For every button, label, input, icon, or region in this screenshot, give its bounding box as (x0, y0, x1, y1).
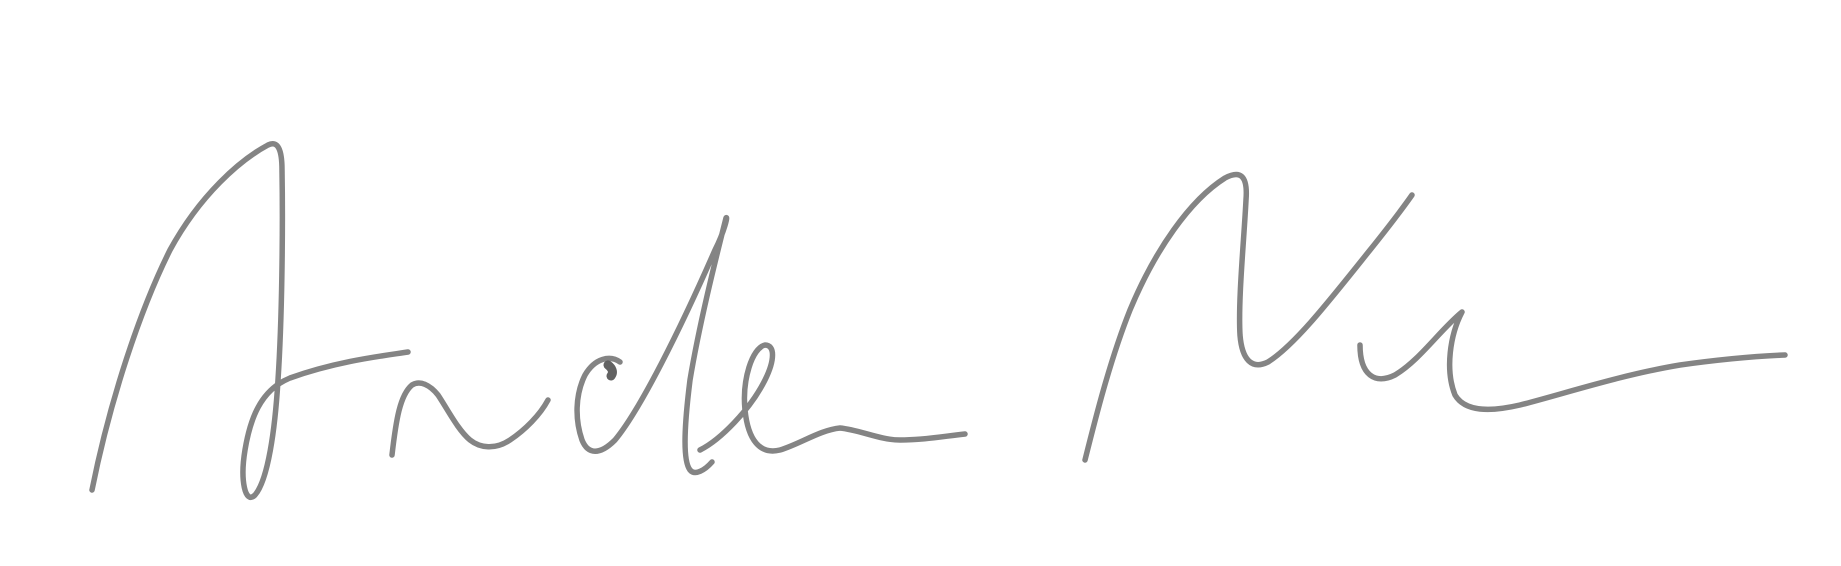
signature-stroke-n2 (1085, 174, 1412, 460)
signature-stroke-n (392, 383, 548, 455)
signature-word-first (92, 144, 965, 498)
signature-stroke-e2 (1360, 312, 1785, 409)
signature-stroke-a (92, 144, 408, 498)
signature-stroke-e (700, 345, 965, 451)
signature-ink-blot (608, 365, 612, 376)
signature-word-second (1085, 174, 1785, 460)
signature-stroke-d (577, 218, 727, 473)
